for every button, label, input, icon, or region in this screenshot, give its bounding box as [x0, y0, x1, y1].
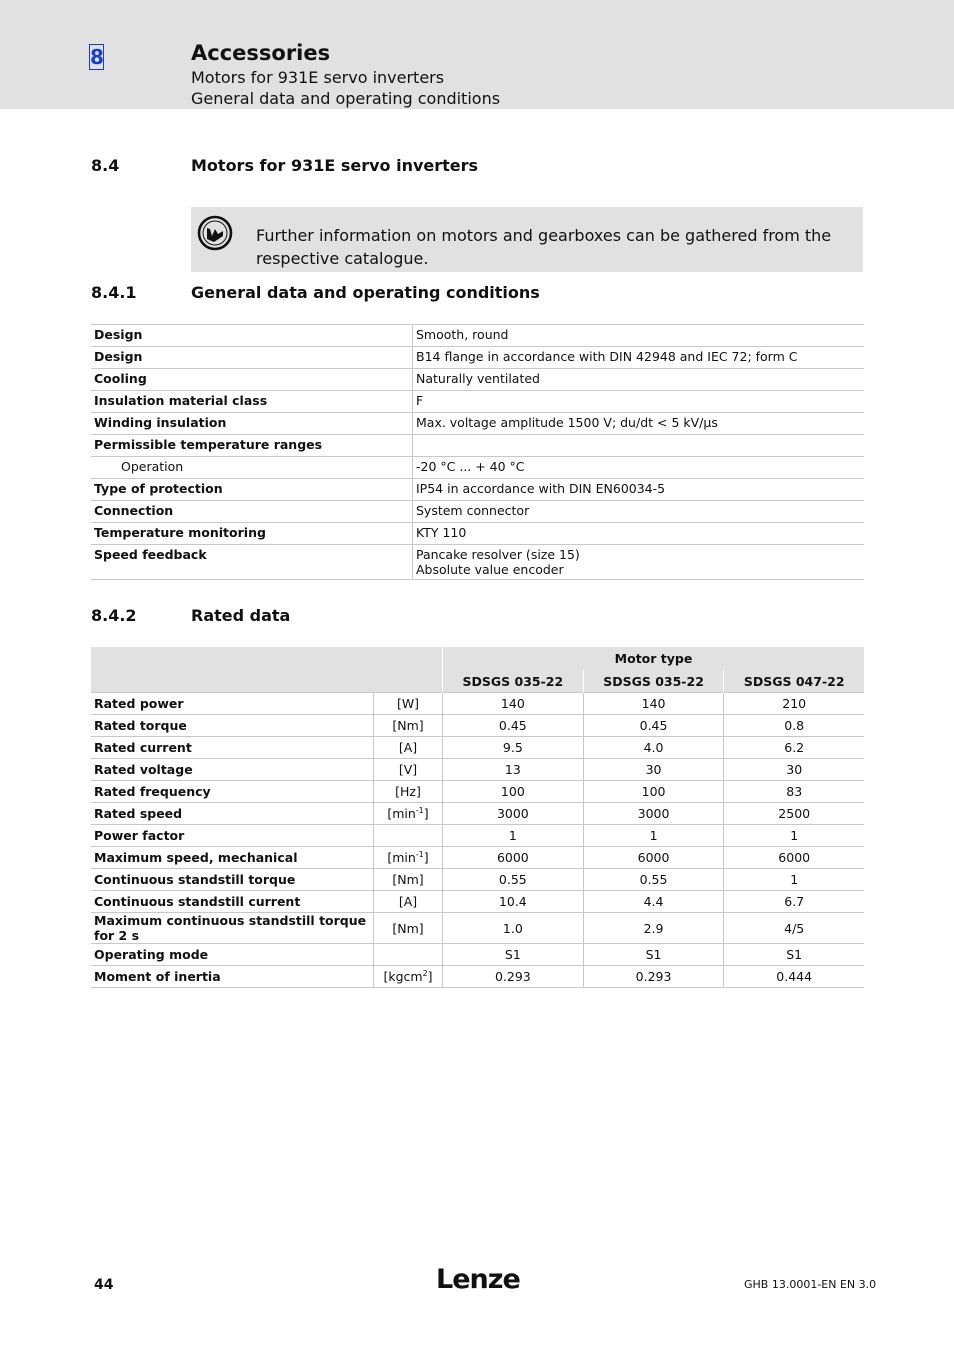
- value-cell: 0.444: [724, 966, 864, 988]
- row-value-line: Absolute value encoder: [416, 562, 564, 577]
- table-row: [91, 413, 864, 435]
- row-value: [413, 545, 865, 580]
- row-value: System connector: [413, 501, 865, 523]
- row-label: Insulation material class: [91, 391, 413, 413]
- section-number-8-4-1: 8.4.1: [91, 283, 137, 302]
- table-row: [91, 457, 864, 479]
- header-subtitle-2: General data and operating conditions: [191, 89, 501, 108]
- unit-cell: [Nm]: [374, 869, 443, 891]
- table-row: [91, 966, 864, 988]
- value-cell: 4.4: [583, 891, 724, 913]
- unit-cell: [Nm]: [374, 715, 443, 737]
- table-row: [91, 944, 864, 966]
- row-label: Rated voltage: [91, 759, 374, 781]
- value-cell: 9.5: [443, 737, 584, 759]
- row-value: KTY 110: [413, 523, 865, 545]
- value-cell: S1: [443, 944, 584, 966]
- value-cell: 13: [443, 759, 584, 781]
- row-value: -20 °C ... + 40 °C: [413, 457, 865, 479]
- chapter-number[interactable]: 8: [90, 45, 104, 69]
- table-row: [91, 869, 864, 891]
- table-row: [91, 737, 864, 759]
- table-row: [91, 391, 864, 413]
- unit-cell: [Nm]: [374, 913, 443, 944]
- value-cell: 4/5: [724, 913, 864, 944]
- table-row: [91, 781, 864, 803]
- row-label: Type of protection: [91, 479, 413, 501]
- row-label: Rated power: [91, 693, 374, 715]
- value-cell: 0.55: [443, 869, 584, 891]
- header-subtitle-1: Motors for 931E servo inverters: [191, 68, 445, 87]
- table-row: [91, 369, 864, 391]
- table-row: [91, 825, 864, 847]
- value-cell: 0.45: [443, 715, 584, 737]
- unit-cell: [Hz]: [374, 781, 443, 803]
- value-cell: 6000: [724, 847, 864, 869]
- value-cell: 1: [724, 825, 864, 847]
- page-header: [0, 0, 954, 109]
- value-cell: 3000: [583, 803, 724, 825]
- value-cell: 0.55: [583, 869, 724, 891]
- row-label: Rated frequency: [91, 781, 374, 803]
- unit-cell: [A]: [374, 891, 443, 913]
- rated-data-table: [91, 647, 864, 988]
- value-cell: 2500: [724, 803, 864, 825]
- row-label: Power factor: [91, 825, 374, 847]
- value-cell: 83: [724, 781, 864, 803]
- table-row: [91, 325, 864, 347]
- unit-cell: [374, 825, 443, 847]
- row-label: Design: [91, 347, 413, 369]
- row-label: Maximum speed, mechanical: [91, 847, 374, 869]
- row-label: Maximum continuous standstill torque for 2 s: [91, 913, 374, 944]
- table-row: [91, 693, 864, 715]
- value-cell: 100: [583, 781, 724, 803]
- value-cell: 0.8: [724, 715, 864, 737]
- row-value: B14 flange in accordance with DIN 42948 and IEC 72; form C: [413, 347, 865, 369]
- row-label: Rated current: [91, 737, 374, 759]
- column-header: SDSGS 035-22: [583, 670, 724, 693]
- table-row: [91, 501, 864, 523]
- table-row: [91, 715, 864, 737]
- row-value: F: [413, 391, 865, 413]
- general-data-table: [91, 324, 864, 580]
- unit-cell: $[\min^{-1}]$: [374, 803, 443, 825]
- table-row: [91, 803, 864, 825]
- value-cell: S1: [583, 944, 724, 966]
- row-value-line: Pancake resolver (size 15): [416, 547, 580, 562]
- value-cell: 140: [583, 693, 724, 715]
- row-label: Connection: [91, 501, 413, 523]
- section-title-8-4-1: General data and operating conditions: [191, 283, 540, 302]
- chapter-title: Accessories: [191, 41, 331, 65]
- value-cell: S1: [724, 944, 864, 966]
- value-cell: 1: [724, 869, 864, 891]
- value-cell: 6.7: [724, 891, 864, 913]
- unit-cell: [374, 944, 443, 966]
- unit-cell: [kgcm$^2$]: [374, 966, 443, 988]
- table-row: [91, 891, 864, 913]
- value-cell: 0.293: [443, 966, 584, 988]
- unit-cell: $[\min^{-1}]$: [374, 847, 443, 869]
- section-title-8-4: Motors for 931E servo inverters: [191, 156, 479, 175]
- row-label: Continuous standstill current: [91, 891, 374, 913]
- row-label: Speed feedback: [91, 545, 413, 580]
- value-cell: 6000: [583, 847, 724, 869]
- column-header: SDSGS 035-22: [443, 670, 584, 693]
- row-label: Winding insulation: [91, 413, 413, 435]
- table-row: [91, 759, 864, 781]
- row-label: Rated torque: [91, 715, 374, 737]
- row-value: [413, 435, 865, 457]
- unit-cell: [A]: [374, 737, 443, 759]
- row-value: Smooth, round: [413, 325, 865, 347]
- row-label: Design: [91, 325, 413, 347]
- value-cell: 210: [724, 693, 864, 715]
- row-label: Temperature monitoring: [91, 523, 413, 545]
- row-label: Cooling: [91, 369, 413, 391]
- table-row: [91, 479, 864, 501]
- row-label: Operation: [91, 457, 413, 479]
- value-cell: 6.2: [724, 737, 864, 759]
- row-label: Moment of inertia: [91, 966, 374, 988]
- table-row: [91, 545, 864, 580]
- document-id: GHB 13.0001-EN EN 3.0: [744, 1278, 877, 1291]
- row-label: Operating mode: [91, 944, 374, 966]
- unit-cell: [W]: [374, 693, 443, 715]
- row-label: Permissible temperature ranges: [91, 435, 413, 457]
- unit-cell: [V]: [374, 759, 443, 781]
- value-cell: 1: [583, 825, 724, 847]
- value-cell: 1.0: [443, 913, 584, 944]
- value-cell: 2.9: [583, 913, 724, 944]
- tip-icon: [196, 214, 234, 256]
- motor-type-header: Motor type: [443, 647, 865, 670]
- value-cell: 0.45: [583, 715, 724, 737]
- section-number-8-4-2: 8.4.2: [91, 606, 137, 625]
- value-cell: 30: [724, 759, 864, 781]
- table-row: [91, 347, 864, 369]
- note-text: Further information on motors and gearboxes can be gathered from the respective catalogue.: [256, 226, 832, 268]
- page-number: 44: [94, 1277, 114, 1293]
- lenze-logo: Lenze: [436, 1264, 520, 1295]
- column-header: SDSGS 047-22: [724, 670, 864, 693]
- info-note: [191, 207, 863, 272]
- value-cell: 100: [443, 781, 584, 803]
- value-cell: 1: [443, 825, 584, 847]
- row-label: Rated speed: [91, 803, 374, 825]
- section-number-8-4: 8.4: [91, 156, 120, 175]
- value-cell: 3000: [443, 803, 584, 825]
- table-row: [91, 523, 864, 545]
- value-cell: 0.293: [583, 966, 724, 988]
- table-row: [91, 913, 864, 944]
- row-value: Naturally ventilated: [413, 369, 865, 391]
- row-label: Continuous standstill torque: [91, 869, 374, 891]
- table-corner: [91, 647, 443, 693]
- value-cell: 10.4: [443, 891, 584, 913]
- value-cell: 140: [443, 693, 584, 715]
- table-row: [91, 435, 864, 457]
- row-value: Max. voltage amplitude 1500 V; du/dt < 5 kV/µs: [413, 413, 865, 435]
- value-cell: 30: [583, 759, 724, 781]
- row-value: IP54 in accordance with DIN EN60034-5: [413, 479, 865, 501]
- value-cell: 4.0: [583, 737, 724, 759]
- value-cell: 6000: [443, 847, 584, 869]
- table-row: [91, 847, 864, 869]
- section-title-8-4-2: Rated data: [191, 606, 291, 625]
